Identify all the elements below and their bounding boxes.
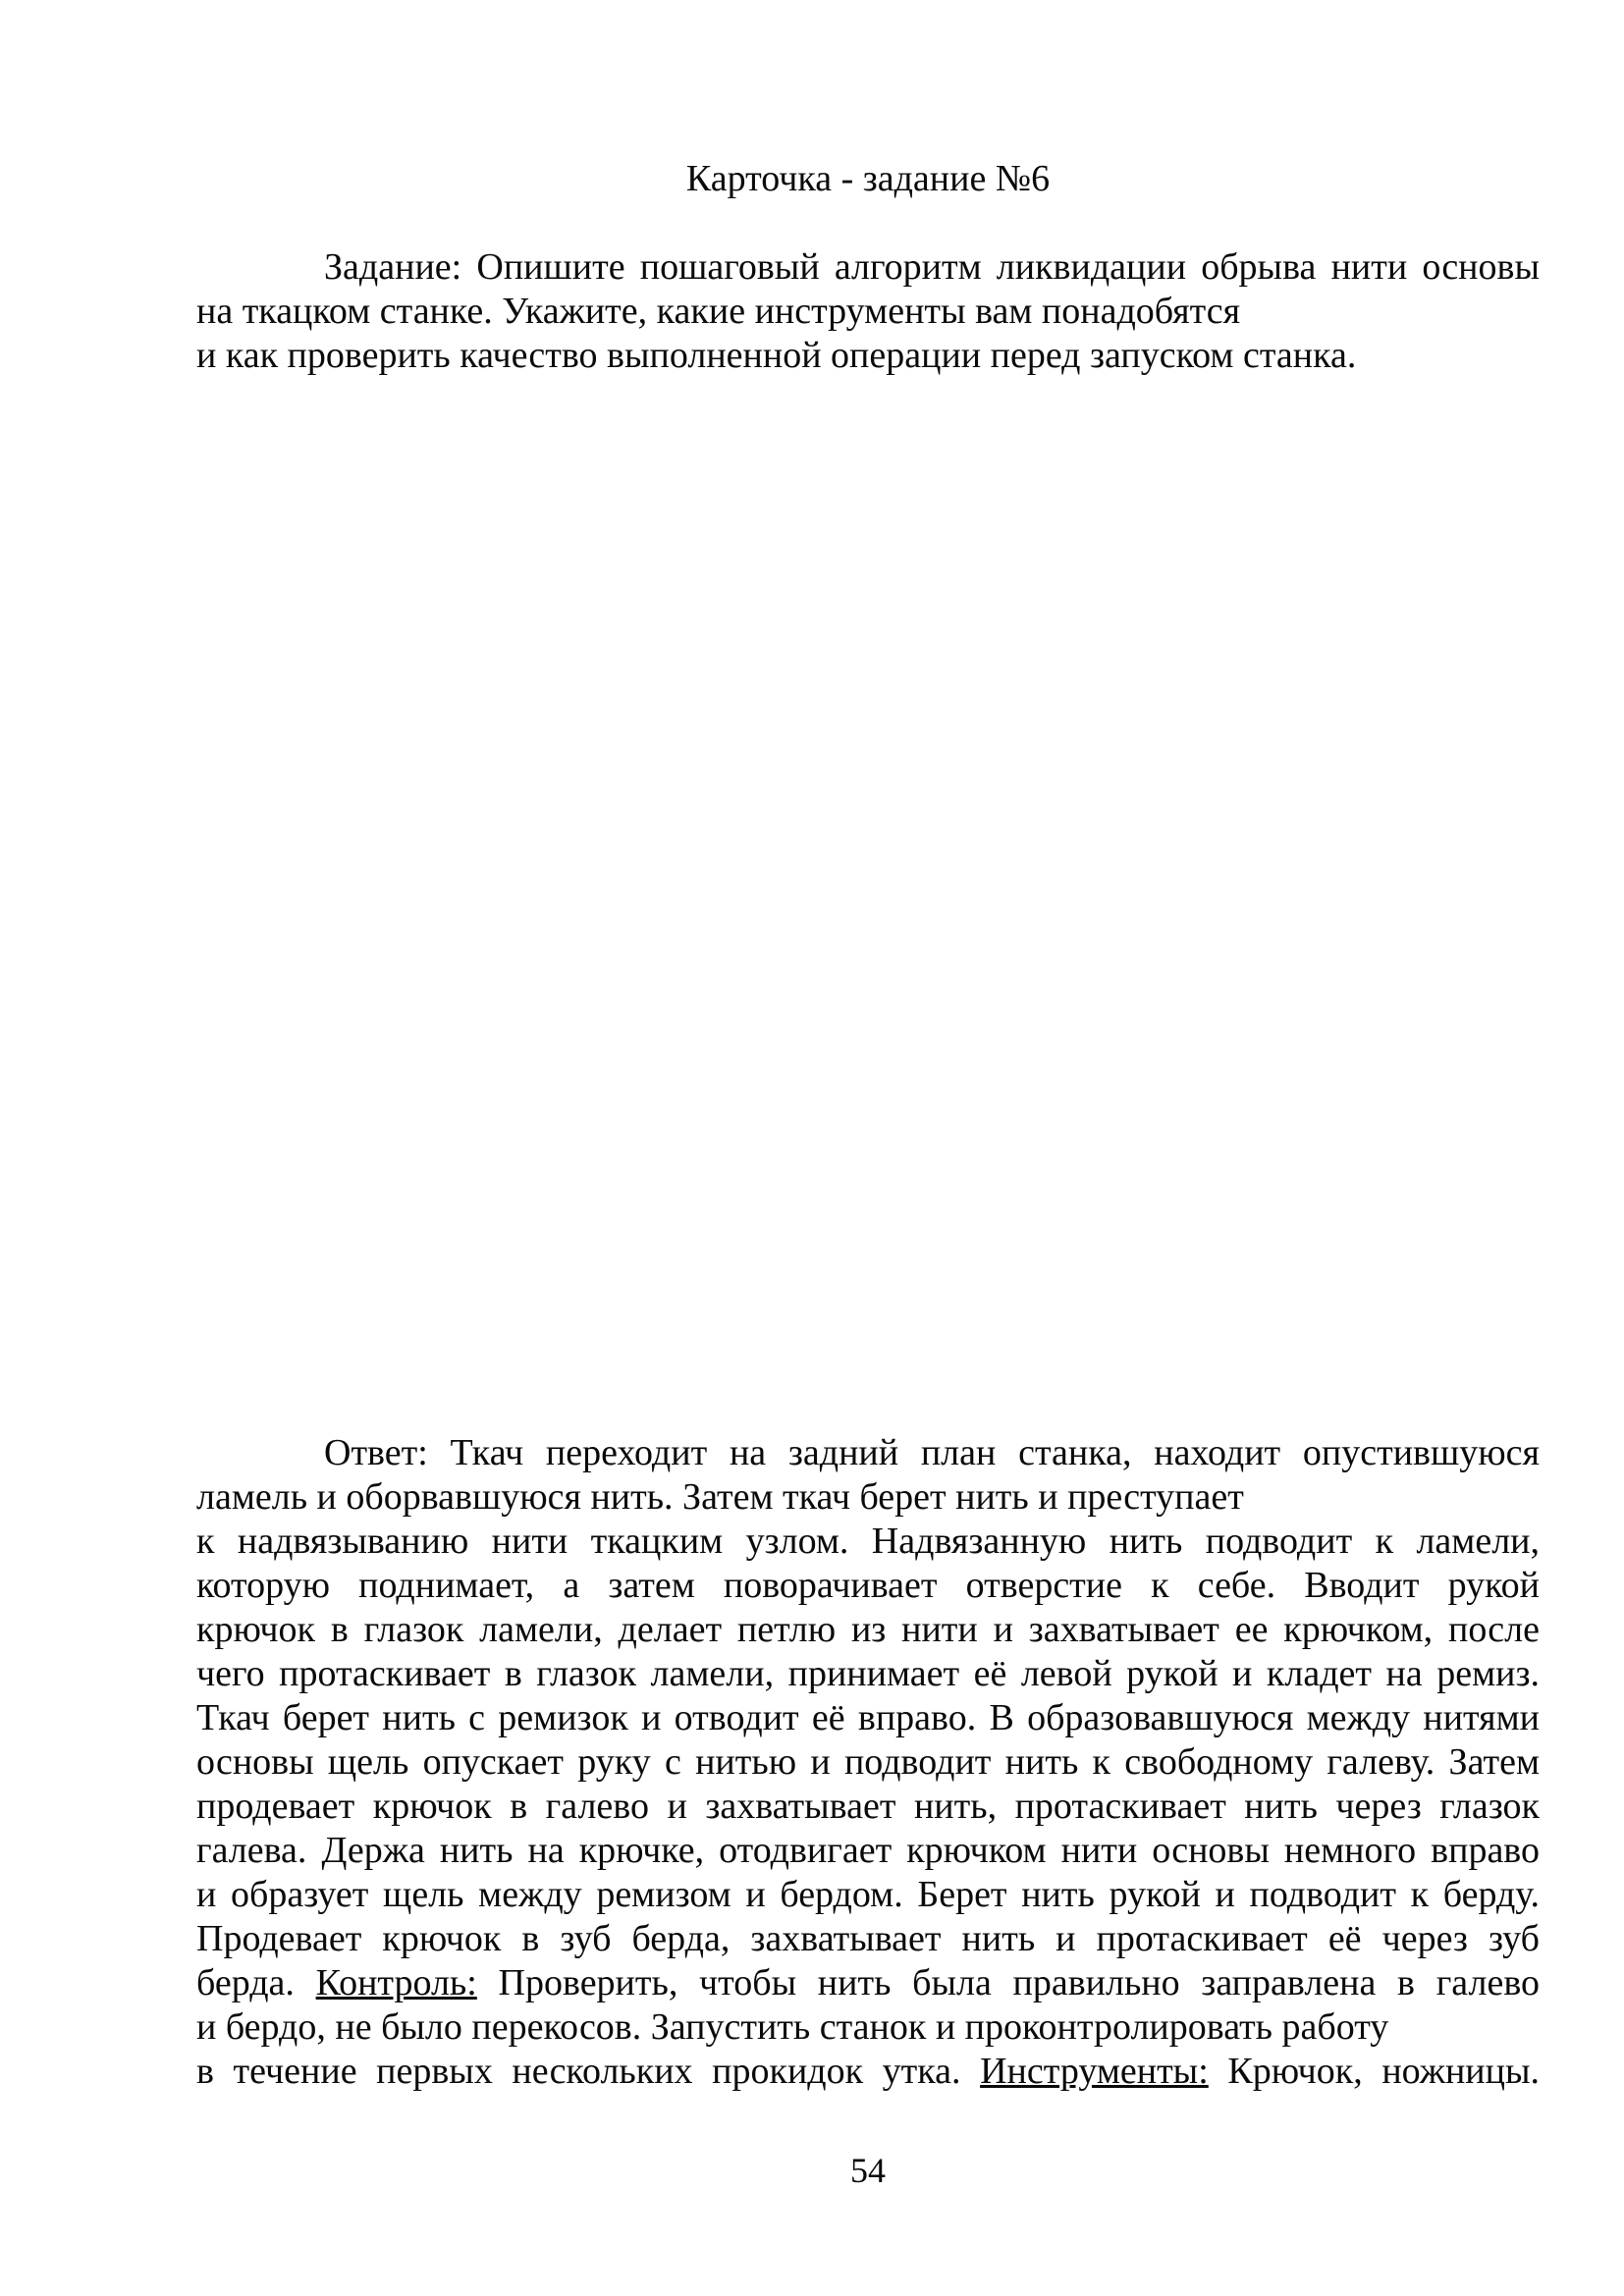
text-line bbox=[196, 1652, 1540, 1696]
text-line bbox=[196, 1740, 1540, 1785]
text-segment: и образует щель между ремизом и бердом. Берет нить рукой и подводит к берду. bbox=[196, 1874, 1540, 1915]
text-segment: Задание: Опишите пошаговый алгоритм ликвидации обрыва нити основы bbox=[324, 246, 1540, 288]
text-line bbox=[196, 1564, 1540, 1608]
page-content bbox=[196, 0, 1540, 2094]
underlined-term: Инструменты: bbox=[980, 2051, 1209, 2092]
underlined-term: Контроль: bbox=[315, 1962, 477, 2003]
text-segment: Крючок, ножницы. bbox=[1208, 2051, 1540, 2092]
text-segment: основы щель опускает руку с нитью и подводит нить к свободному галеву. Затем bbox=[196, 1741, 1540, 1783]
text-line bbox=[196, 290, 1540, 334]
text-segment: к надвязыванию нити ткацким узлом. Надвязанную нить подводит к ламели, bbox=[196, 1521, 1540, 1562]
text-line bbox=[196, 1520, 1540, 1564]
text-segment: Продевает крючок в зуб берда, захватывает нить и протаскивает её через зуб bbox=[196, 1918, 1540, 1959]
text-line bbox=[196, 1475, 1540, 1520]
text-segment: берда. bbox=[196, 1962, 316, 2003]
text-segment: в течение первых нескольких прокидок утка. bbox=[196, 2051, 981, 2092]
text-segment: и как проверить качество выполненной операции перед запуском станка. bbox=[196, 335, 1357, 376]
text-segment: Ткач берет нить с ремизок и отводит её вправо. В образовавшуюся между нитями bbox=[196, 1697, 1540, 1738]
text-segment: ламель и оборвавшуюся нить. Затем ткач берет нить и преступает bbox=[196, 1476, 1244, 1518]
text-line bbox=[196, 1608, 1540, 1652]
text-line bbox=[196, 1785, 1540, 1829]
answer-paragraph bbox=[196, 1431, 1540, 2094]
text-segment: Ответ: Ткач переходит на задний план станка, находит опустившуюся bbox=[324, 1432, 1540, 1473]
text-segment: чего протаскивает в глазок ламели, принимает её левой рукой и кладет на ремиз. bbox=[196, 1653, 1540, 1694]
text-line bbox=[196, 1696, 1540, 1740]
text-line bbox=[196, 2050, 1540, 2094]
text-line bbox=[196, 1829, 1540, 1873]
text-line bbox=[196, 1431, 1540, 1475]
page-title: Карточка - задание №6 bbox=[685, 158, 1051, 199]
text-segment: галева. Держа нить на крючке, отодвигает крючком нити основы немного вправо bbox=[196, 1830, 1540, 1871]
text-segment: Проверить, чтобы нить была правильно заправлена в галево bbox=[476, 1962, 1540, 2003]
text-segment: и бердо, не было перекосов. Запустить станок и проконтролировать работу bbox=[196, 2006, 1389, 2048]
task-paragraph bbox=[196, 245, 1540, 378]
text-line bbox=[196, 2005, 1540, 2050]
text-line bbox=[196, 1917, 1540, 1961]
text-segment: продевает крючок в галево и захватывает нить, протаскивает нить через глазок bbox=[196, 1786, 1540, 1827]
text-segment: которую поднимает, а затем поворачивает отверстие к себе. Вводит рукой bbox=[196, 1565, 1540, 1606]
text-line bbox=[196, 334, 1540, 378]
text-segment: крючок в глазок ламели, делает петлю из нити и захватывает ее крючком, после bbox=[196, 1609, 1540, 1650]
text-segment: на ткацком станке. Укажите, какие инструменты вам понадобятся bbox=[196, 291, 1241, 332]
text-line bbox=[196, 245, 1540, 290]
text-line bbox=[196, 1961, 1540, 2005]
text-line bbox=[196, 1873, 1540, 1917]
page-number: 54 bbox=[850, 2151, 886, 2190]
